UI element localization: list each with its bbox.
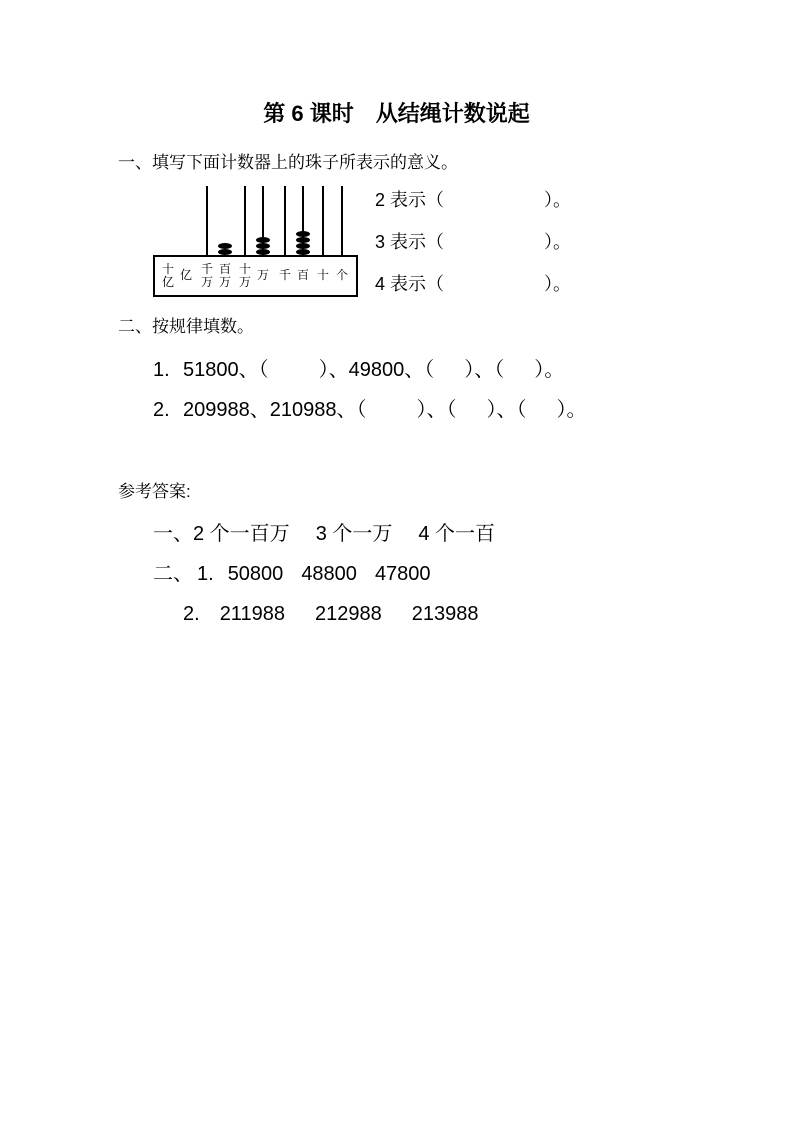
bead-stack-millions xyxy=(218,243,232,255)
place-label-ten-billions: 十亿 xyxy=(161,261,174,289)
answer-item: 213988 xyxy=(411,603,479,625)
answers-heading: 参考答案: xyxy=(118,482,191,501)
answer-item: 211988 xyxy=(219,603,285,625)
question-meaning-3 xyxy=(375,232,571,254)
answer-item: 2 个一百万 xyxy=(193,523,290,545)
place-label-hundred-thousands: 十万 xyxy=(238,261,251,289)
section-one-heading: 一、填写下面计数器上的珠子所表示的意义。 xyxy=(118,153,458,172)
place-label-ones: 个 xyxy=(335,268,348,283)
answer-item: 48800 xyxy=(301,563,357,585)
place-label-ten-millions: 千万 xyxy=(200,261,213,289)
sequence-part: ）、（ xyxy=(416,399,457,421)
sequence-part: ）。 xyxy=(556,399,587,421)
answer-item: 50800 xyxy=(227,563,284,585)
item-number: 2. xyxy=(183,603,200,625)
abacus-rod xyxy=(206,186,208,256)
answer-item: 47800 xyxy=(374,563,431,585)
bead-stack-ten-thousands xyxy=(256,237,270,255)
place-label-hundred-millions: 亿 xyxy=(179,268,192,283)
sequence-part: ）、（ xyxy=(486,399,527,421)
sequence-part: ）、（ xyxy=(464,359,505,381)
question-suffix: ）。 xyxy=(544,232,572,252)
item-number: 2. xyxy=(153,399,170,421)
page-title xyxy=(0,101,793,127)
lesson-title-text: 从结绳计数说起 xyxy=(375,101,530,126)
question-suffix: ）。 xyxy=(544,190,572,210)
abacus-rod xyxy=(244,186,246,256)
place-label-hundreds: 百 xyxy=(296,268,309,283)
answer-item: 4 个一百 xyxy=(418,523,496,545)
abacus-rod xyxy=(284,186,286,256)
place-label-thousands: 千 xyxy=(278,268,291,283)
question-prefix: 2 表示（ xyxy=(375,190,445,210)
place-label-ten-thousands: 万 xyxy=(256,268,269,283)
place-label-tens: 十 xyxy=(316,268,329,283)
section-two-heading: 二、按规律填数。 xyxy=(118,317,254,336)
abacus-diagram xyxy=(153,186,358,297)
answer-label: 二、 xyxy=(153,563,193,585)
sequence-part: 51800、（ xyxy=(183,359,269,381)
pattern-sequence-line-2 xyxy=(153,398,586,422)
answer-item: 3 个一万 xyxy=(315,523,393,545)
sequence-part: 209988、210988、（ xyxy=(183,399,367,421)
abacus-rod xyxy=(341,186,343,256)
question-prefix: 3 表示（ xyxy=(375,232,445,252)
answer-line-two-first xyxy=(153,562,431,586)
question-prefix: 4 表示（ xyxy=(375,274,445,294)
item-number: 1. xyxy=(197,563,214,585)
lesson-number: 第 6 课时 xyxy=(263,101,354,126)
sequence-part: ）、49800、（ xyxy=(318,359,435,381)
sequence-part: ）。 xyxy=(534,359,565,381)
item-number: 1. xyxy=(153,359,170,381)
place-label-millions: 百万 xyxy=(218,261,231,289)
answer-item: 212988 xyxy=(314,603,382,625)
question-meaning-4 xyxy=(375,274,571,296)
answer-line-one xyxy=(153,522,495,546)
abacus-rod xyxy=(322,186,324,256)
pattern-sequence-line-1 xyxy=(153,358,564,382)
question-suffix: ）。 xyxy=(544,274,572,294)
answer-label: 一、 xyxy=(153,523,193,545)
bead-stack-hundreds xyxy=(296,231,310,255)
question-meaning-2 xyxy=(375,190,571,212)
answer-line-two-second xyxy=(183,602,478,626)
